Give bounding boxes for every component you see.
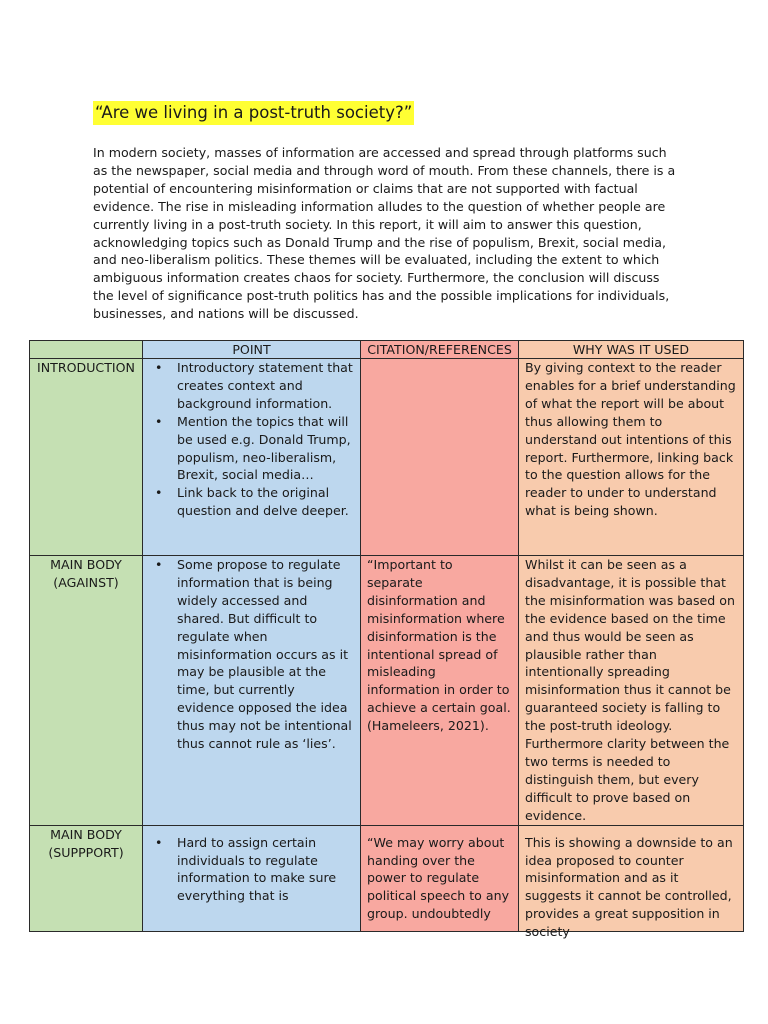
point-list xyxy=(149,556,354,753)
point-cell xyxy=(143,556,361,826)
header-citation: CITATION/REFERENCES xyxy=(361,341,519,359)
point-list xyxy=(149,834,354,906)
list-item: • Mention the topics that will be used e.g. Donald Trump, populism, neo-liberalism, Brexit, social media… xyxy=(177,413,354,485)
list-item: • Link back to the original question and delve deeper. xyxy=(177,484,354,520)
why-cell: Whilst it can be seen as a disadvantage, it is possible that the misinformation was based on the evidence based on the time and thus would be seen as plausible rather than intentionally spreading misinformation thus it cannot be guaranteed society is falling to the post-truth ideology. Furthermore clarity between the two terms is needed to distinguish them, but every difficult to prove based on evidence. xyxy=(519,556,744,826)
section-cell: MAIN BODY (SUPPPORT) xyxy=(30,825,143,931)
section-cell: INTRODUCTION xyxy=(30,359,143,556)
header-point: POINT xyxy=(143,341,361,359)
citation-cell xyxy=(361,359,519,556)
table-row xyxy=(30,556,744,826)
table-header-row xyxy=(30,341,744,359)
header-why: WHY WAS IT USED xyxy=(519,341,744,359)
point-list xyxy=(149,359,354,520)
why-cell: By giving context to the reader enables for a brief understanding of what the report will be about thus allowing them to understand out intentions of this report. Furthermore, linking back to the question allows for the reader to under to understand what is being shown. xyxy=(519,359,744,556)
list-item: • Introductory statement that creates context and background information. xyxy=(177,359,354,413)
intro-paragraph: In modern society, masses of information are accessed and spread through platforms such as the newspaper, social media and through word of mouth. From these channels, there is a potential of encountering misinformation or claims that are not supported with factual evidence. The rise in misleading information alludes to the question of whether people are currently living in a post-truth society. In this report, it will aim to answer this question, acknowledging topics such as Donald Trump and the rise of populism, Brexit, social media, and neo-liberalism politics. These themes will be evaluated, including the extent to which ambiguous information creates chaos for society. Furthermore, the conclusion will discuss the level of significance post-truth politics has and the possible implications for individuals, businesses, and nations will be discussed. xyxy=(93,145,676,322)
why-text: This is showing a downside to an idea proposed to counter misinformation and as it suggests it cannot be controlled, provides a great supposition in society xyxy=(525,834,733,940)
list-item: • Hard to assign certain individuals to regulate information to make sure everything that is xyxy=(177,834,354,906)
why-cell xyxy=(519,825,744,940)
planning-table xyxy=(29,340,744,940)
point-cell xyxy=(143,359,361,556)
page-title: “Are we living in a post-truth society?” xyxy=(93,101,414,125)
citation-cell: “Important to separate disinformation and misinformation where disinformation is the intentional spread of misleading information in order to achieve a certain goal. (Hameleers, 2021). xyxy=(361,556,519,826)
table-row xyxy=(30,825,744,931)
header-section xyxy=(30,341,143,359)
point-cell xyxy=(143,825,361,931)
citation-text: “We may worry about handing over the power to regulate political speech to any group. undoubtedly xyxy=(367,834,510,922)
list-item: • Some propose to regulate information that is being widely accessed and shared. But difficult to regulate when misinformation occurs as it may be plausible at the time, but currently evidence opposed the idea thus may not be intentional thus cannot rule as ‘lies’. xyxy=(177,556,354,753)
section-cell: MAIN BODY (AGAINST) xyxy=(30,556,143,826)
table-row xyxy=(30,359,744,556)
citation-cell xyxy=(361,825,519,931)
